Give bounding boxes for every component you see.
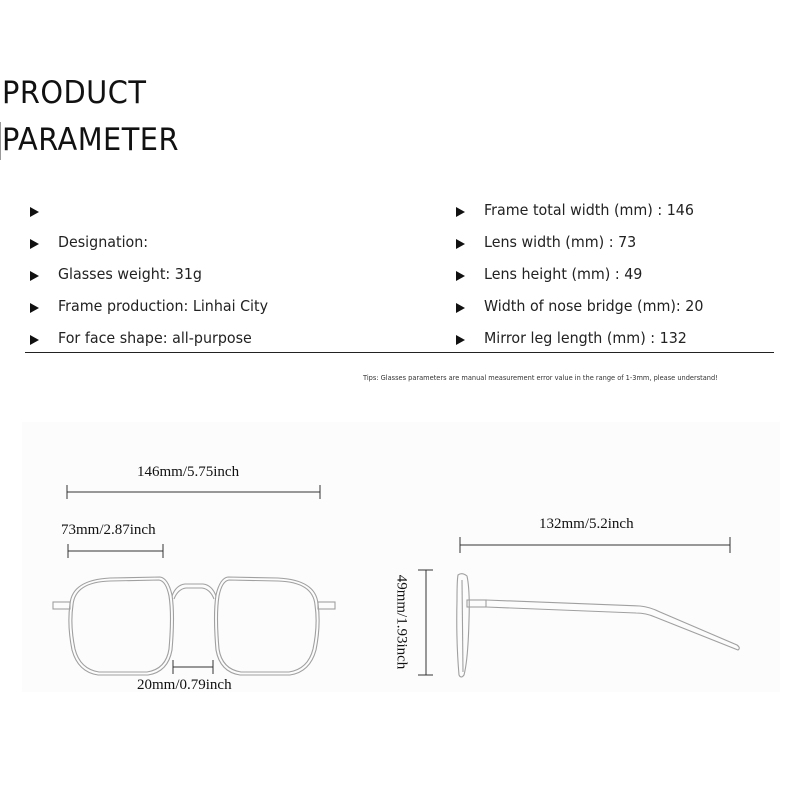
bridge-width-label: 20mm/0.79inch [137, 677, 232, 693]
temple-length-label: 132mm/5.2inch [539, 516, 634, 532]
glasses-front-view [53, 577, 335, 675]
param-label: For face shape: all-purpose [58, 329, 252, 347]
lens-height-label-wrapper [391, 566, 411, 678]
param-label: Width of nose bridge (mm): 20 [484, 297, 704, 315]
param-label: Frame total width (mm) : 146 [484, 201, 694, 219]
param-label: Glasses weight: 31g [58, 265, 202, 283]
param-label: Frame production: Linhai City [58, 297, 269, 315]
glasses-side-view [457, 574, 740, 677]
total-width-label: 146mm/5.75inch [137, 464, 240, 480]
lens-width-label: 73mm/2.87inch [61, 522, 156, 538]
title-line-product: PRODUCT [2, 75, 147, 111]
param-label: Lens width (mm) : 73 [484, 233, 637, 251]
param-label: Lens height (mm) : 49 [484, 265, 643, 283]
lens-height-label: 49mm/1.93inch [393, 574, 410, 670]
tips-note: Tips: Glasses parameters are manual measurement error value in the range of 1-3mm, please understand! [363, 373, 718, 382]
param-label: Designation: [58, 233, 149, 251]
title-line-parameter: PARAMETER [2, 122, 179, 158]
param-label: Mirror leg length (mm) : 132 [484, 329, 687, 347]
